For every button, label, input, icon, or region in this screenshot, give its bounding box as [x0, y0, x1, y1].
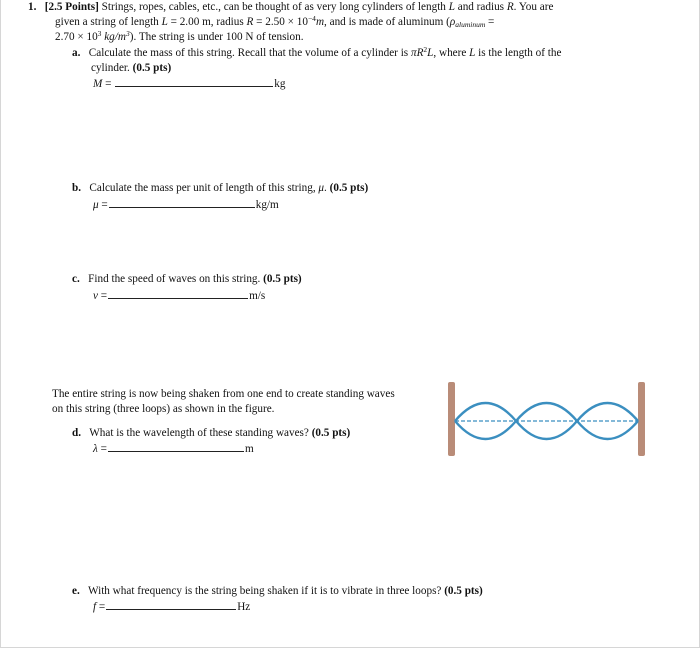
part-b-eq: = — [101, 199, 108, 211]
part-a-unit: kg — [274, 78, 286, 90]
intro-text-2b: , and is made of aluminum ( — [324, 16, 450, 28]
part-a-text4: cylinder. — [91, 62, 130, 74]
intro-r-val: = 2.50 × 10 — [256, 16, 308, 28]
part-c-answer-row — [93, 288, 265, 303]
part-d-answer-row — [93, 441, 254, 456]
part-b-answer-row — [93, 197, 279, 212]
intro-l-eq: L — [161, 16, 168, 28]
question-intro-line3 — [55, 30, 304, 44]
part-a-text1: Calculate the mass of this string. Recall that the volume of a cylinder is — [88, 47, 409, 59]
part-b-line1 — [72, 181, 368, 195]
intro-r-eq: R — [246, 16, 254, 28]
left-post — [448, 382, 455, 456]
intro-rho: ρ — [449, 16, 456, 28]
part-a-formula-exp: 2 — [423, 45, 428, 54]
part-b-unit: kg/m — [255, 199, 279, 211]
part-a-text-l: L — [469, 47, 476, 59]
part-e-eq: = — [98, 601, 106, 613]
part-c-unit: m/s — [249, 290, 266, 302]
standing-wave-figure — [448, 380, 645, 458]
part-a-text3: is the length of the — [478, 47, 562, 59]
part-d-line1 — [72, 426, 350, 440]
part-b-var: μ — [93, 199, 99, 211]
part-e-var: f — [93, 601, 97, 613]
part-e-line1 — [72, 584, 483, 598]
part-d-pts: (0.5 pts) — [311, 427, 351, 439]
standing-wave-line1: The entire string is now being shaken from one end to create standing waves — [52, 388, 395, 400]
part-c-var: v — [93, 290, 98, 302]
part-e-pts: (0.5 pts) — [444, 585, 483, 597]
part-a-var: M — [93, 78, 103, 90]
intro-line3-unit-exp: 3 — [125, 29, 130, 38]
question-intro-line1 — [28, 0, 553, 14]
part-d-text: What is the wavelength of these standing waves? — [89, 427, 309, 439]
intro-r-exp: −4 — [307, 14, 316, 23]
part-c-line1 — [72, 272, 302, 286]
part-d-unit: m — [244, 443, 254, 455]
intro-line3-unit: kg/m — [104, 31, 126, 43]
part-c-text: Find the speed of waves on this string. — [88, 273, 261, 285]
question-points: [2.5 Points] — [44, 1, 99, 13]
part-a-line1 — [72, 46, 561, 60]
part-a-answer-blank[interactable] — [115, 76, 273, 87]
part-e-unit: Hz — [237, 601, 251, 613]
part-a-eq: = — [105, 78, 112, 90]
part-c-eq: = — [100, 290, 108, 302]
intro-r-unit: m — [315, 16, 325, 28]
part-a-pts: (0.5 pts) — [132, 62, 172, 74]
intro-rho-sub: aluminum — [455, 20, 486, 29]
intro-var-l: L — [448, 1, 455, 13]
part-b-answer-blank[interactable] — [109, 197, 255, 208]
part-a-text2: , where — [433, 47, 467, 59]
part-a-line2 — [91, 61, 171, 75]
right-post — [638, 382, 645, 456]
part-b-label: b. — [72, 182, 82, 194]
part-a-answer-row — [93, 76, 285, 91]
intro-line3-exp: 3 — [97, 29, 102, 38]
intro-and-radius: and radius — [457, 1, 505, 13]
part-d-answer-blank[interactable] — [108, 441, 244, 452]
part-b-text: Calculate the mass per unit of length of this string, — [89, 182, 316, 194]
part-c-pts: (0.5 pts) — [263, 273, 302, 285]
intro-you-are: . You are — [513, 1, 554, 13]
part-b-dot: . — [324, 182, 327, 194]
part-e-text: With what frequency is the string being shaken if it is to vibrate in three loops? — [87, 585, 442, 597]
question-number: 1. — [28, 1, 37, 13]
part-c-label: c. — [72, 273, 80, 285]
intro-l-val: = 2.00 m, radius — [170, 16, 244, 28]
intro-eq: = — [488, 16, 495, 28]
part-a-label: a. — [72, 47, 81, 59]
part-a-formula: πR — [410, 47, 424, 59]
part-e-answer-row — [93, 599, 250, 614]
part-d-var: λ — [93, 443, 98, 455]
intro-var-r: R — [506, 1, 514, 13]
part-d-eq: = — [100, 443, 107, 455]
standing-wave-line2: on this string (three loops) as shown in the figure. — [52, 403, 275, 415]
part-b-sym: μ — [318, 182, 325, 194]
intro-text-1: Strings, ropes, cables, etc., can be thought of as very long cylinders of length — [101, 1, 446, 13]
part-a-formula-l: L — [427, 47, 434, 59]
part-c-answer-blank[interactable] — [108, 288, 248, 299]
part-e-label: e. — [72, 585, 80, 597]
part-b-pts: (0.5 pts) — [329, 182, 369, 194]
part-e-answer-blank[interactable] — [106, 599, 236, 610]
part-d-label: d. — [72, 427, 82, 439]
intro-text-3a: 2.70 × 10 — [55, 31, 98, 43]
intro-text-3b: ). The string is under 100 N of tension. — [129, 31, 304, 43]
intro-text-2a: given a string of length — [55, 16, 159, 28]
question-intro-line2 — [55, 15, 494, 29]
